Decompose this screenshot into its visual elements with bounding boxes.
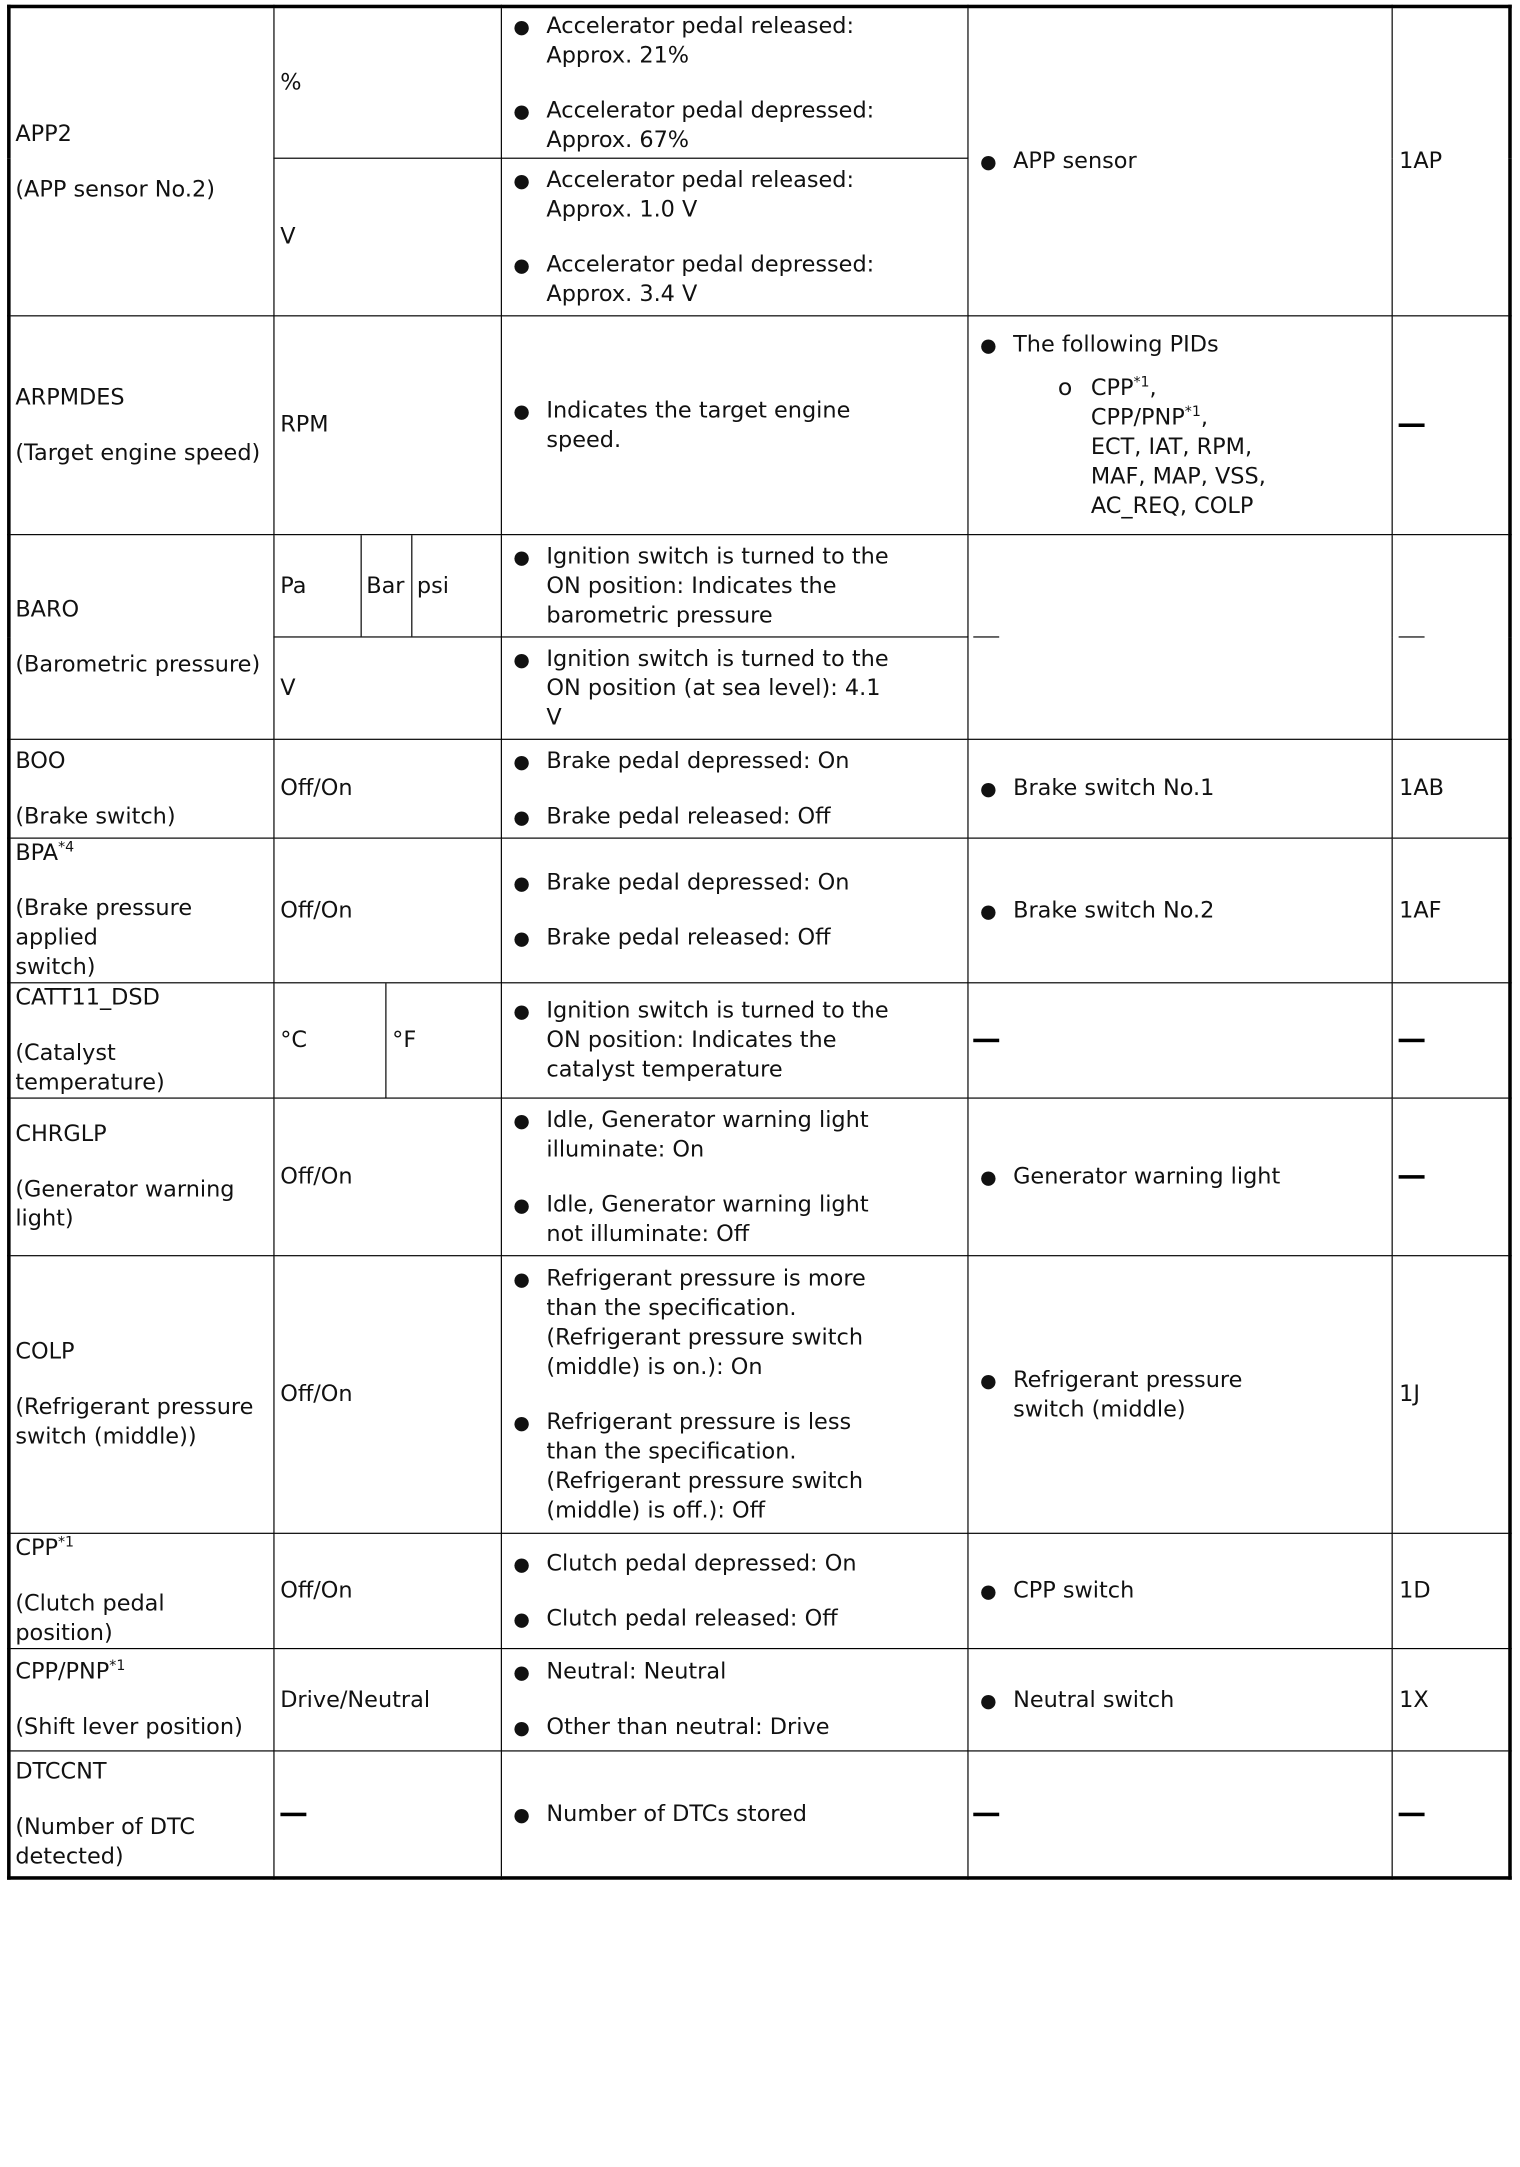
unit: Off/On [280, 896, 353, 923]
pid-description: (Clutch pedal position) [15, 1590, 165, 1646]
condition-item: ● Brake pedal released: Off [546, 802, 962, 831]
unit-cell [274, 637, 501, 739]
dash-icon [973, 1039, 999, 1043]
inspection-item: ● The following PIDs [1013, 330, 1387, 359]
pid-name: BOO [15, 747, 66, 774]
condition-cell [501, 1649, 968, 1751]
inspection-item-cell [968, 1256, 1393, 1534]
unit-cell [274, 1098, 501, 1256]
inspection-item: ● Brake switch No.2 [1013, 896, 1387, 925]
terminal-cell [1393, 983, 1510, 1098]
pid-description: (Catalyst temperature) [15, 1039, 165, 1096]
inspection-item-cell [968, 535, 1393, 740]
inspection-item-cell [968, 1533, 1393, 1648]
pid-name-cell [9, 739, 274, 838]
unit: Bar [361, 535, 412, 636]
pid-description: (Number of DTC detected) [15, 1813, 196, 1869]
unit-cell [274, 1751, 501, 1878]
pid-description: (Refrigerant pressure switch (middle)) [15, 1393, 254, 1450]
condition-cell [501, 838, 968, 983]
unit: psi [416, 572, 449, 599]
condition-item: ● Idle, Generator warning light illuminate: On [546, 1105, 962, 1164]
unit: Off/On [280, 1380, 353, 1407]
condition-cell [501, 316, 968, 535]
condition-item: ● Ignition switch is turned to the ON position: Indicates the catalyst temperature [546, 996, 962, 1084]
pid-name-cell [9, 838, 274, 983]
pid-monitor-table [7, 5, 1512, 1880]
condition-cell [501, 1533, 968, 1648]
unit: Off/On [280, 1577, 353, 1604]
pid-description: (Generator warning light) [15, 1176, 235, 1232]
terminal-cell [1393, 1649, 1510, 1751]
condition-item: ● Accelerator pedal released: Approx. 1.0 V [546, 165, 962, 224]
pid-name-cell [9, 1256, 274, 1534]
terminal-cell [1393, 838, 1510, 983]
terminal-cell [1393, 739, 1510, 838]
condition-item: ● Brake pedal depressed: On [546, 746, 962, 775]
unit: V [280, 674, 296, 701]
table-row [9, 838, 1510, 983]
unit: °F [392, 1026, 417, 1053]
condition-item: ● Indicates the target engine speed. [546, 396, 962, 455]
pid-name: BARO [15, 595, 80, 622]
unit-cell [274, 6, 501, 158]
condition-item: ● Ignition switch is turned to the ON position (at sea level): 4.1 V [546, 644, 962, 732]
pid-description: (Brake pressure applied switch) [15, 895, 193, 980]
pid-name: CATT11_DSD [15, 984, 160, 1011]
pid-name-cell [9, 1751, 274, 1878]
dash-icon [1399, 423, 1425, 427]
pid-name: CPP/PNP$^{*1}$ [15, 1657, 126, 1685]
condition-item: ● Other than neutral: Drive [546, 1713, 962, 1742]
dash-icon [1399, 636, 1425, 638]
inspection-item: ● Neutral switch [1013, 1685, 1387, 1714]
table-row [9, 316, 1510, 535]
unit-cell [274, 739, 501, 838]
pid-name: CHRGLP [15, 1121, 107, 1147]
inspection-item: ● CPP switch [1013, 1576, 1387, 1605]
inspection-item-cell [968, 1098, 1393, 1256]
terminal: 1X [1399, 1686, 1429, 1713]
unit-subtable [274, 535, 500, 636]
unit: RPM [280, 411, 329, 438]
condition-item: ● Idle, Generator warning light not illuminate: Off [546, 1190, 962, 1249]
unit-cell [274, 1533, 501, 1648]
condition-item: ● Refrigerant pressure is more than the specification. (Refrigerant pressure switch (middle) is on.): On [546, 1264, 962, 1382]
inspection-item-cell [968, 1649, 1393, 1751]
dash-icon [1399, 1039, 1425, 1043]
unit-cell [274, 1649, 501, 1751]
terminal: 1J [1399, 1380, 1420, 1407]
terminal: 1AF [1399, 896, 1442, 923]
unit: % [280, 69, 302, 96]
condition-item: ● Accelerator pedal depressed: Approx. 67% [546, 96, 962, 155]
unit-cell [274, 316, 501, 535]
unit: °C [274, 983, 385, 1097]
pid-description: (APP sensor No.2) [15, 175, 215, 202]
inspection-item-cell [968, 316, 1393, 535]
condition-item: ● Accelerator pedal depressed: Approx. 3.4 V [546, 250, 962, 309]
condition-cell [501, 983, 968, 1098]
unit-cell [274, 535, 501, 637]
unit-cell [274, 838, 501, 983]
condition-cell [501, 1256, 968, 1534]
inspection-item-cell [968, 739, 1393, 838]
pid-name: CPP$^{*1}$ [15, 1533, 75, 1561]
condition-item: ● Brake pedal released: Off [546, 923, 962, 952]
inspection-item-cell [968, 838, 1393, 983]
terminal-cell [1393, 1751, 1510, 1878]
inspection-item-cell [968, 1751, 1393, 1878]
dash-icon [280, 1812, 306, 1816]
inspection-item: ● Brake switch No.1 [1013, 774, 1387, 803]
pid-description: (Brake switch) [15, 802, 176, 829]
condition-item: ● Ignition switch is turned to the ON position: Indicates the barometric pressure [546, 542, 962, 630]
terminal: 1AP [1399, 148, 1443, 175]
unit-cell [274, 1256, 501, 1534]
terminal-cell [1393, 535, 1510, 740]
table-row [9, 1256, 1510, 1534]
unit: Drive/Neutral [280, 1686, 431, 1713]
unit: Off/On [280, 775, 353, 802]
terminal-cell [1393, 1256, 1510, 1534]
condition-item: ● Number of DTCs stored [546, 1799, 962, 1828]
dash-icon [973, 636, 999, 638]
terminal: 1D [1399, 1577, 1431, 1604]
table-row [9, 983, 1510, 1098]
dash-icon [1399, 1175, 1425, 1179]
terminal-cell [1393, 316, 1510, 535]
pid-name: COLP [15, 1338, 75, 1365]
pid-description: (Target engine speed) [15, 439, 261, 466]
pid-description: (Shift lever position) [15, 1713, 243, 1740]
unit-subtable [274, 983, 500, 1097]
inspection-item: ● Refrigerant pressure switch (middle) [1013, 1365, 1387, 1424]
condition-cell [501, 1751, 968, 1878]
unit: Off/On [280, 1163, 353, 1190]
unit-cell [274, 983, 501, 1098]
unit: V [280, 223, 296, 250]
pid-name-cell [9, 316, 274, 535]
table-row [9, 6, 1510, 158]
condition-item: ● Clutch pedal depressed: On [546, 1549, 962, 1578]
unit: Pa [274, 535, 361, 636]
pid-name-cell [9, 1533, 274, 1648]
terminal-cell [1393, 6, 1510, 315]
pid-name-cell [9, 1649, 274, 1751]
pid-name: BPA$^{*4}$ [15, 838, 75, 866]
pid-name: ARPMDES [15, 384, 125, 410]
condition-cell [501, 6, 968, 158]
pid-name-cell [9, 1098, 274, 1256]
condition-cell [501, 637, 968, 739]
condition-item: ● Brake pedal depressed: On [546, 868, 962, 897]
condition-item: ● Neutral: Neutral [546, 1657, 962, 1686]
table-row [9, 1533, 1510, 1648]
table-row [9, 535, 1510, 637]
pid-description: (Barometric pressure) [15, 651, 261, 677]
unit-cell [274, 158, 501, 316]
pid-name-cell [9, 6, 274, 315]
table-row [9, 739, 1510, 838]
condition-item: ● Accelerator pedal released: Approx. 21% [546, 11, 962, 70]
dash-icon [973, 1812, 999, 1816]
inspection-item: ● APP sensor [1013, 147, 1387, 176]
related-pids: o CPP$^{*1}$, CPP/PNP$^{*1}$, ECT, IAT, RPM, MAF, MAP, VSS, AC_REQ, COLP [1091, 373, 1387, 520]
condition-item: ● Refrigerant pressure is less than the specification. (Refrigerant pressure switch (middle) is off.): Off [546, 1407, 962, 1525]
condition-cell [501, 158, 968, 316]
terminal-cell [1393, 1533, 1510, 1648]
terminal: 1AB [1399, 775, 1445, 802]
condition-cell [501, 1098, 968, 1256]
condition-cell [501, 535, 968, 637]
inspection-item: ● Generator warning light [1013, 1162, 1387, 1191]
table-row [9, 1098, 1510, 1256]
table-row [9, 1649, 1510, 1751]
pid-name: APP2 [15, 120, 72, 147]
pid-name: DTCCNT [15, 1757, 107, 1784]
pid-name-cell [9, 983, 274, 1098]
table-row [9, 1751, 1510, 1878]
inspection-item-cell [968, 6, 1393, 315]
dash-icon [1399, 1812, 1425, 1816]
inspection-item-cell [968, 983, 1393, 1098]
terminal-cell [1393, 1098, 1510, 1256]
pid-name-cell [9, 535, 274, 740]
condition-cell [501, 739, 968, 838]
condition-item: ● Clutch pedal released: Off [546, 1604, 962, 1633]
